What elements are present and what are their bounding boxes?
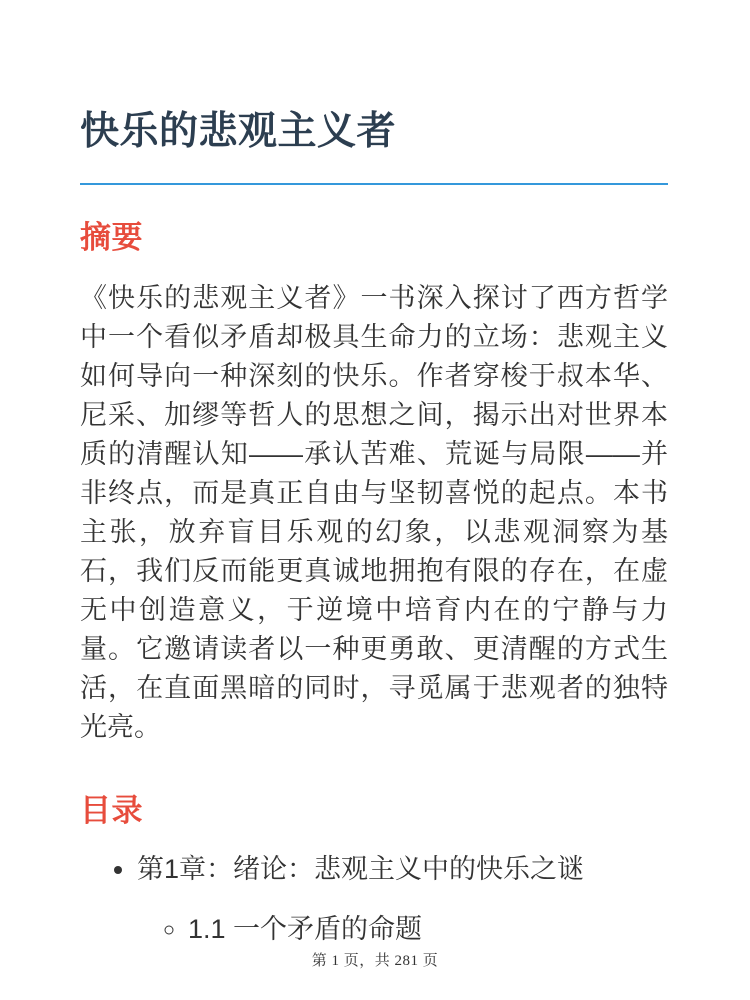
toc-heading: 目录 — [80, 793, 143, 829]
toc-sublist — [137, 910, 668, 949]
page-number-indicator: 第 1 页，共 281 页 — [311, 953, 439, 969]
abstract-paragraph: 《快乐的悲观主义者》一书深入探讨了西方哲学中一个看似矛盾却极具生命力的立场：悲观主义如何导向一种深刻的快乐。作者穿梭于叔本华、尼采、加缪等哲人的思想之间，揭示出对世界本质的清醒认知——承认苦难、荒诞与局限——并非终点，而是真正自由与坚韧喜悦的起点。本书主张，放弃盲目乐观的幻象，以悲观洞察为基石，我们反而能更真诚地拥抱有限的存在，在虚无中创造意义，于逆境中培育内在的宁静与力量。它邀请读者以一种更勇敢、更清醒的方式生活，在直面黑暗的同时，寻觅属于悲观者的独特光亮。 — [80, 283, 668, 743]
toc-list — [80, 850, 668, 949]
toc-subitem-label: 1.1 一个矛盾的命题 — [188, 914, 423, 945]
title-divider — [80, 183, 668, 185]
toc-item-chapter-1 — [137, 850, 668, 949]
abstract-heading: 摘要 — [80, 219, 143, 255]
toc-item-label: 第1章：绪论：悲观主义中的快乐之谜 — [137, 854, 585, 885]
toc-subitem-1-1 — [188, 910, 668, 949]
page-title: 快乐的悲观主义者 — [80, 110, 397, 153]
